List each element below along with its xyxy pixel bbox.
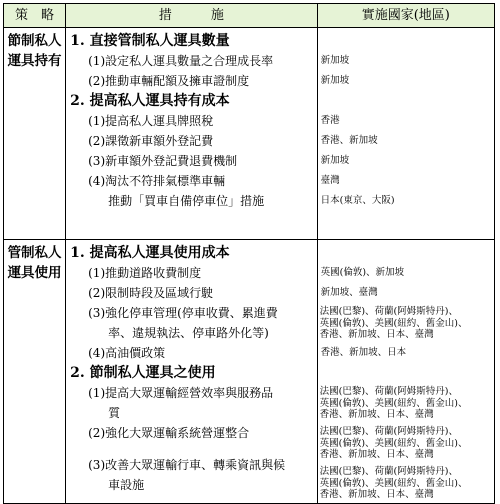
country-entry: 新加坡 [320,75,350,86]
group-title: 2. 節制私人運具之使用 [70,365,216,381]
measure-item: (1)推動道路收費制度 [88,266,202,280]
country-entry: 日本(東京、大阪) [320,195,395,206]
strategy-cell-2 [4,240,66,504]
measure-item: (2)課徵新車額外登記費 [88,134,214,148]
measure-item: (4)高油價政策 [88,346,166,360]
strategy-line: 運具持有 [7,53,62,69]
measure-item: (2)限制時段及區域行駛 [88,286,214,300]
country-entry: 臺灣 [320,175,340,186]
header-measures: 措 施 [66,4,318,28]
country-line: 香港、新加坡、日本、臺灣 [319,329,434,340]
policy-table-container [3,3,495,500]
group-title: 1. 提高私人運具使用成本 [70,245,230,261]
country-line: 英國(倫敦)、美國(紐約、舊金山)、 [319,317,468,329]
country-line: 法國(巴黎)、荷蘭(阿姆斯特丹)、 [319,466,458,477]
country-entry: 香港、新加坡 [320,135,378,146]
group-title: 2. 提高私人運具持有成本 [70,93,230,109]
measure-item: (2)推動車輛配額及擁車證制度 [88,74,250,88]
section-row-1 [4,28,495,240]
strategy-line: 節制私人 [7,33,62,49]
measure-item: (1)提高私人運具牌照稅 [88,114,214,128]
country-line: 英國(倫敦)、美國(紐約、舊金山)、 [319,397,468,409]
country-entry-multi [318,463,494,503]
country-entry: 新加坡 [320,55,350,66]
measure-item: (4)淘汰不符排氣標準車輛 [88,174,226,188]
measures-cell-2 [66,240,318,504]
strategy-cell-1 [4,28,66,240]
measure-item: (1)提高大眾運輸經營效率與服務品 [88,386,274,400]
countries-cell-1 [317,28,494,240]
group-title: 1. 直接管制私人運具數量 [70,33,230,49]
measure-item-continuation: 質 [108,406,121,420]
measure-item: (2)強化大眾運輸系統營運整合 [88,426,250,440]
measure-item: (1)設定私人運具數量之合理成長率 [88,54,274,68]
countries-cell-2 [317,240,494,504]
country-line: 香港、新加坡、日本、臺灣 [319,489,434,500]
measure-item: 推動「買車自備停車位」措施 [108,194,265,208]
country-entry: 新加坡 [320,155,350,166]
measure-item: (3)強化停車管理(停車收費、累進費 [88,306,278,320]
country-entry-multi [318,423,494,463]
measure-item: (3)新車額外登記費退費機制 [88,154,238,168]
country-line: 英國(倫敦)、美國(紐約、舊金山)、 [319,437,468,449]
country-entry: 香港 [320,115,340,126]
country-entry: 香港、新加坡、日本 [320,347,407,358]
measures-cell-1 [66,28,318,240]
country-entry: 新加坡、臺灣 [320,287,378,298]
country-line: 香港、新加坡、日本、臺灣 [319,449,434,460]
strategy-line: 運具使用 [7,265,62,281]
section-row-2 [4,240,495,504]
country-entry: 英國(倫敦)、新加坡 [320,267,405,278]
country-entry-multi [318,383,494,423]
country-line: 香港、新加坡、日本、臺灣 [319,409,434,420]
header-row [4,4,495,28]
header-countries: 實施國家(地區) [317,4,494,28]
country-line: 法國(巴黎)、荷蘭(阿姆斯特丹)、 [319,306,458,317]
measure-item: (3)改善大眾運輸行車、轉乘資訊與候 [88,458,286,472]
country-line: 法國(巴黎)、荷蘭(阿姆斯特丹)、 [319,426,458,437]
policy-table [3,3,495,504]
country-line: 英國(倫敦)、美國(紐約、舊金山)、 [319,477,468,489]
header-strategy: 策 略 [4,4,66,28]
measure-item-continuation: 車設施 [108,478,145,492]
strategy-line: 管制私人 [7,245,62,261]
measure-item-continuation: 率、違規執法、停車路外化等) [108,326,269,340]
country-entry-multi [318,303,494,343]
country-line: 法國(巴黎)、荷蘭(阿姆斯特丹)、 [319,386,458,397]
